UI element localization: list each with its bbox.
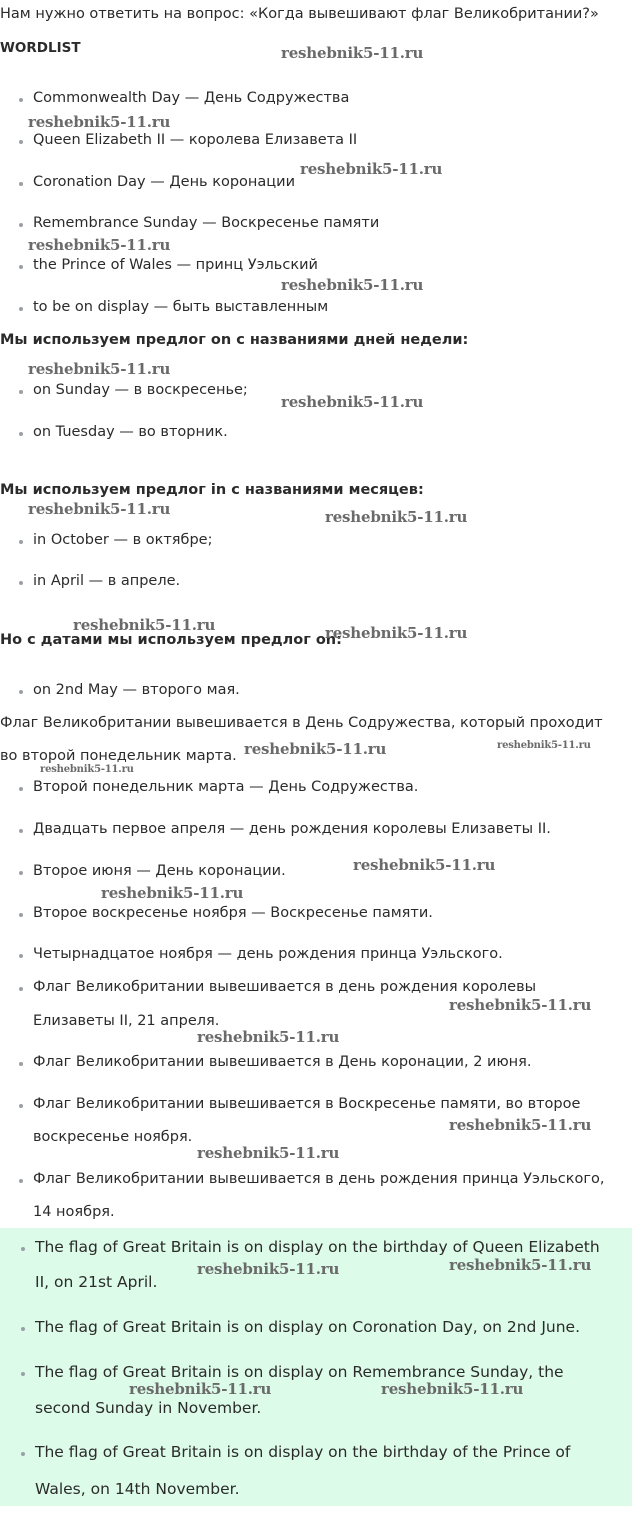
months-item: in April — в апреле. [33, 573, 181, 589]
watermark: reshebnik5-11.ru [197, 1028, 340, 1046]
watermark: reshebnik5-11.ru [449, 996, 592, 1014]
answer-item: The flag of Great Britain is on display on Coronation Day, on 2nd June. [35, 1318, 581, 1336]
rule-days-heading: Мы используем предлог on с названиями дней недели: [0, 332, 469, 348]
answer-continuation: Wales, on 14th November. [35, 1480, 240, 1498]
watermark: reshebnik5-11.ru [449, 1256, 592, 1274]
watermark: reshebnik5-11.ru [101, 884, 244, 902]
days-item: on Sunday — в воскресенье; [33, 382, 248, 398]
watermark: reshebnik5-11.ru [497, 740, 591, 751]
watermark: reshebnik5-11.ru [300, 160, 443, 178]
ru-sentence-continuation: Елизаветы II, 21 апреля. [33, 1013, 220, 1029]
watermark: reshebnik5-11.ru [197, 1260, 340, 1278]
watermark: reshebnik5-11.ru [28, 500, 171, 518]
explanation-line: Флаг Великобритании вывешивается в День Содружества, который проходит [0, 715, 603, 731]
ru-sentence-item: Флаг Великобритании вывешивается в день рождения королевы [33, 979, 537, 995]
fact-item: Второе июня — День коронации. [33, 863, 286, 879]
wordlist-item: Queen Elizabeth II — королева Елизавета II [33, 132, 358, 148]
wordlist-item: to be on display — быть выставленным [33, 299, 329, 315]
fact-item: Второй понедельник марта — День Содружества. [33, 779, 419, 795]
wordlist-heading: WORDLIST [0, 40, 81, 56]
watermark: reshebnik5-11.ru [197, 1144, 340, 1162]
watermark: reshebnik5-11.ru [449, 1116, 592, 1134]
rule-months-heading: Мы используем предлог in с названиями месяцев: [0, 482, 424, 498]
answer-continuation: second Sunday in November. [35, 1399, 262, 1417]
watermark: reshebnik5-11.ru [281, 276, 424, 294]
wordlist-item: the Prince of Wales — принц Уэльский [33, 257, 318, 273]
answer-continuation: II, on 21st April. [35, 1273, 158, 1291]
watermark: reshebnik5-11.ru [381, 1380, 524, 1398]
explanation-line: во второй понедельник марта. [0, 748, 237, 764]
fact-item: Второе воскресенье ноября — Воскресенье памяти. [33, 905, 433, 921]
watermark: reshebnik5-11.ru [28, 360, 171, 378]
answer-item: The flag of Great Britain is on display on the birthday of the Prince of [35, 1443, 571, 1461]
watermark: reshebnik5-11.ru [28, 113, 171, 131]
wordlist-item: Commonwealth Day — День Содружества [33, 90, 350, 106]
ru-sentence-item: Флаг Великобритании вывешивается в День коронации, 2 июня. [33, 1054, 532, 1070]
ru-sentence-item: Флаг Великобритании вывешивается в день рождения принца Уэльского, [33, 1171, 605, 1187]
answer-item: The flag of Great Britain is on display on Remembrance Sunday, the [35, 1363, 564, 1381]
watermark: reshebnik5-11.ru [325, 508, 468, 526]
intro-text: Нам нужно ответить на вопрос: «Когда вывешивают флаг Великобритании?» [0, 6, 599, 22]
days-item: on Tuesday — во вторник. [33, 424, 228, 440]
months-item: in October — в октябре; [33, 532, 213, 548]
watermark: reshebnik5-11.ru [129, 1380, 272, 1398]
wordlist-item: Coronation Day — День коронации [33, 174, 295, 190]
ru-sentence-item: Флаг Великобритании вывешивается в Воскресенье памяти, во второе [33, 1096, 581, 1112]
watermark: reshebnik5-11.ru [40, 764, 134, 775]
watermark: reshebnik5-11.ru [73, 616, 216, 634]
watermark: reshebnik5-11.ru [244, 740, 387, 758]
dates-item: on 2nd May — второго мая. [33, 682, 240, 698]
fact-item: Четырнадцатое ноября — день рождения принца Уэльского. [33, 946, 503, 962]
fact-item: Двадцать первое апреля — день рождения королевы Елизаветы II. [33, 821, 551, 837]
watermark: reshebnik5-11.ru [325, 624, 468, 642]
answer-item: The flag of Great Britain is on display on the birthday of Queen Elizabeth [35, 1238, 600, 1256]
watermark: reshebnik5-11.ru [353, 856, 496, 874]
watermark: reshebnik5-11.ru [281, 44, 424, 62]
ru-sentence-continuation: 14 ноября. [33, 1204, 115, 1220]
ru-sentence-continuation: воскресенье ноября. [33, 1129, 193, 1145]
watermark: reshebnik5-11.ru [281, 393, 424, 411]
wordlist-item: Remembrance Sunday — Воскресенье памяти [33, 215, 380, 231]
rule-dates-heading: Но с датами мы используем предлог on: [0, 632, 342, 648]
watermark: reshebnik5-11.ru [28, 236, 171, 254]
